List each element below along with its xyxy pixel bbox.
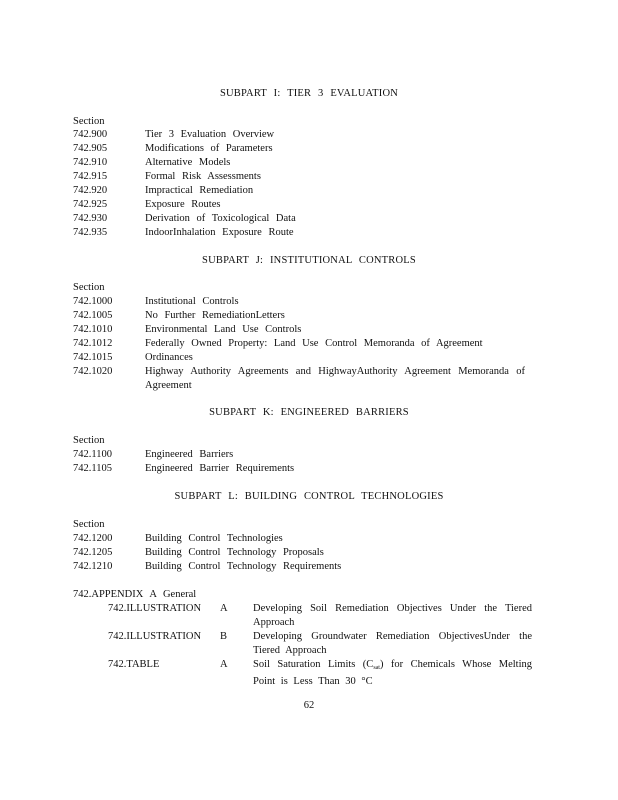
appendix-letter: B: [220, 631, 228, 642]
subpart-i-heading: SUBPART I: TIER 3 EVALUATION: [219, 88, 399, 99]
section-title: Building Control Technology Requirements: [145, 561, 342, 572]
section-number: 742.1012: [73, 338, 113, 349]
section-title: Engineered Barriers: [145, 449, 234, 460]
section-number: 742.1000: [73, 296, 113, 307]
section-title: Ordinances: [145, 352, 193, 363]
section-title: Exposure Routes: [145, 199, 221, 210]
section-number: 742.1010: [73, 324, 113, 335]
section-number: 742.925: [73, 199, 108, 210]
appendix-heading: 742.APPENDIX A General: [73, 589, 197, 600]
section-number: 742.1100: [73, 449, 112, 460]
appendix-title-part: ) for Chemicals Whose Melting Point is Less Than 30 °C: [253, 659, 532, 687]
appendix-title-part: Soil Saturation Limits (C: [253, 659, 374, 670]
section-label: Section: [73, 519, 105, 530]
section-number: 742.1205: [73, 547, 113, 558]
section-title: Derivation of Toxicological Data: [145, 213, 296, 224]
section-number: 742.1210: [73, 561, 113, 572]
appendix-title: [253, 658, 532, 689]
appendix-ref: 742.ILLUSTRATION: [108, 631, 202, 642]
section-title: IndoorInhalation Exposure Route: [145, 227, 294, 238]
page-number: 62: [303, 700, 315, 711]
section-title: Engineered Barrier Requirements: [145, 463, 295, 474]
section-number: 742.920: [73, 185, 108, 196]
section-number: 742.900: [73, 129, 108, 140]
section-number: 742.935: [73, 227, 108, 238]
appendix-letter: A: [220, 603, 228, 614]
section-number: 742.1020: [73, 366, 113, 377]
section-number: 742.1005: [73, 310, 113, 321]
section-title: Impractical Remediation: [145, 185, 254, 196]
section-number: 742.915: [73, 171, 108, 182]
appendix-ref: 742.TABLE: [108, 659, 160, 670]
subpart-l-heading: SUBPART L: BUILDING CONTROL TECHNOLOGIES: [174, 491, 444, 502]
section-number: 742.930: [73, 213, 108, 224]
section-number: 742.1200: [73, 533, 113, 544]
appendix-title: Developing Soil Remediation Objectives Under the Tiered Approach: [253, 603, 532, 628]
section-title: No Further RemediationLetters: [145, 310, 285, 321]
section-title: Institutional Controls: [145, 296, 239, 307]
section-label: Section: [73, 435, 105, 446]
section-title: Federally Owned Property: Land Use Control Memoranda of Agreement: [145, 338, 483, 349]
subpart-k-heading: SUBPART K: ENGINEERED BARRIERS: [209, 407, 409, 418]
section-title: Formal Risk Assessments: [145, 171, 261, 182]
section-number: 742.905: [73, 143, 108, 154]
appendix-ref: 742.ILLUSTRATION: [108, 603, 202, 614]
section-title: Environmental Land Use Controls: [145, 324, 302, 335]
section-label: Section: [73, 116, 105, 127]
appendix-letter: A: [220, 659, 228, 670]
section-title: Building Control Technology Proposals: [145, 547, 324, 558]
subpart-j-heading: SUBPART J: INSTITUTIONAL CONTROLS: [202, 255, 416, 266]
section-title: Highway Authority Agreements and HighwayAuthority Agreement Memoranda of Agreement: [145, 366, 525, 391]
section-title: Tier 3 Evaluation Overview: [145, 129, 275, 140]
section-title: Alternative Models: [145, 157, 231, 168]
section-title: Building Control Technologies: [145, 533, 283, 544]
section-title: Modifications of Parameters: [145, 143, 273, 154]
section-number: 742.1015: [73, 352, 113, 363]
section-number: 742.1105: [73, 463, 112, 474]
subscript-sat: sat: [373, 665, 380, 671]
appendix-title: Developing Groundwater Remediation ObjectivesUnder the Tiered Approach: [253, 631, 532, 656]
section-number: 742.910: [73, 157, 108, 168]
section-label: Section: [73, 282, 105, 293]
